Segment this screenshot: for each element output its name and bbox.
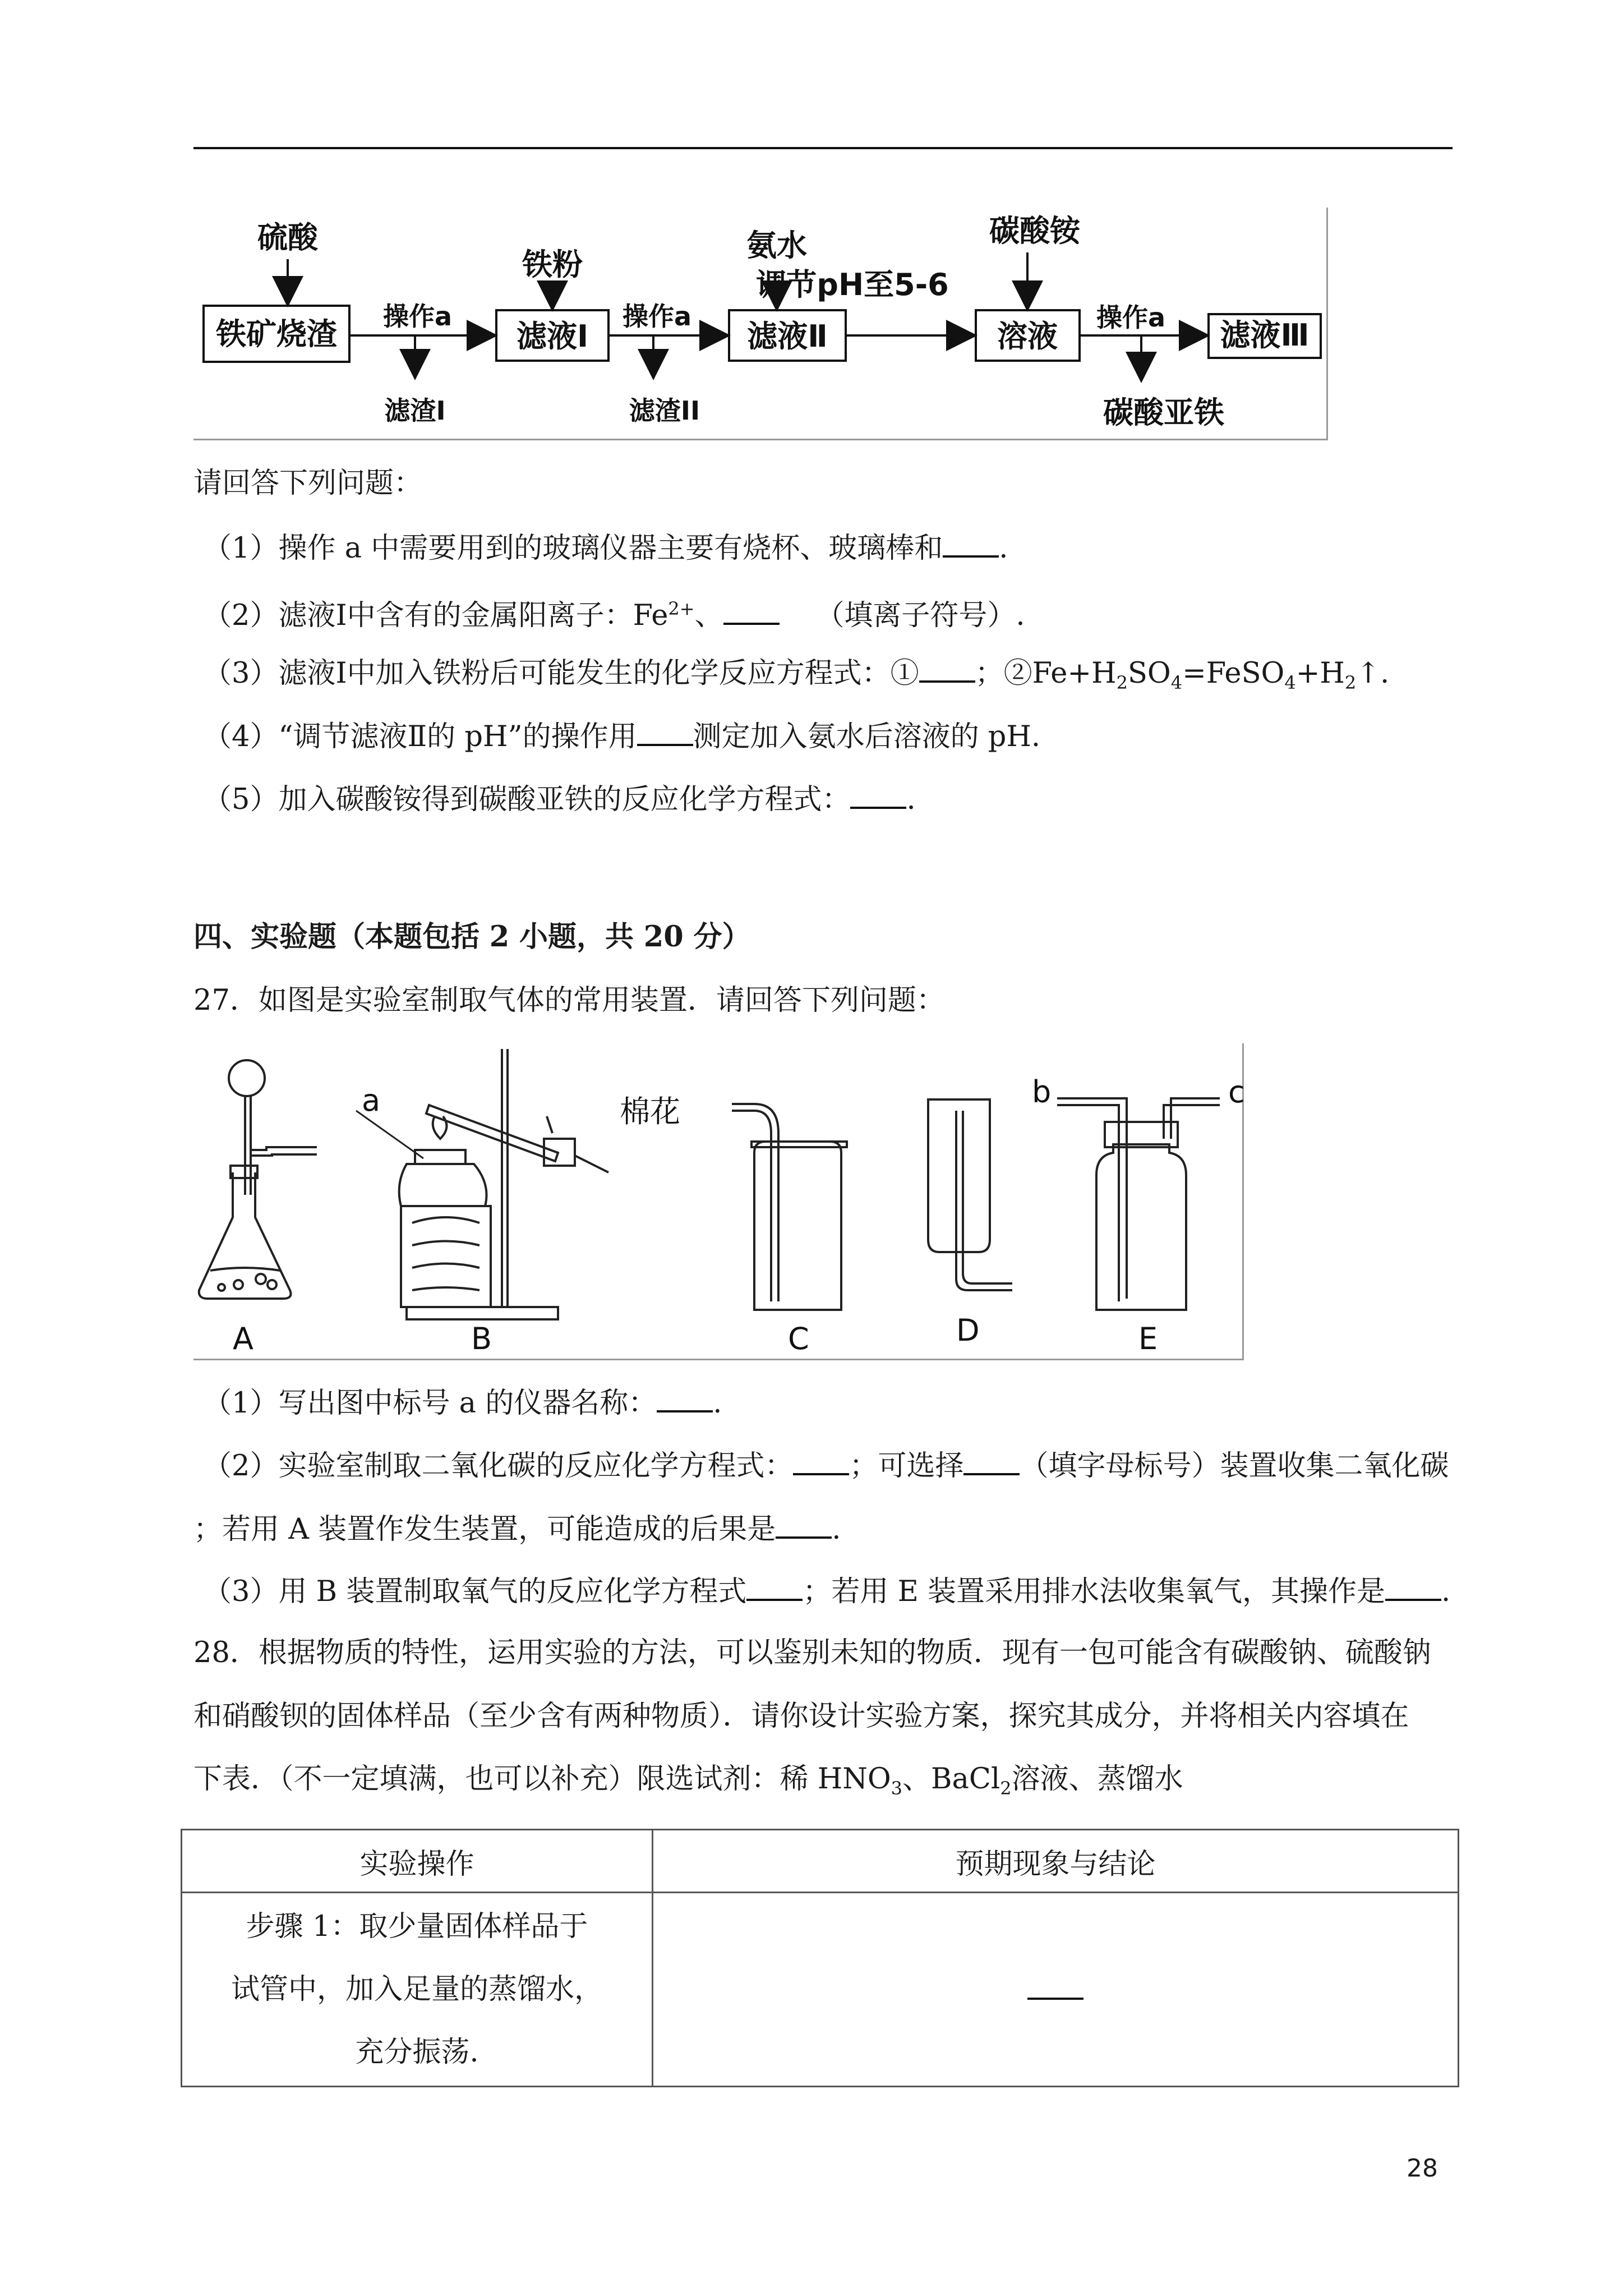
q27-intro: 27．如图是实验室制取气体的常用装置．请回答下列问题：	[193, 984, 945, 1017]
answer-blank[interactable]	[963, 1447, 1020, 1475]
apparatus-e	[1057, 1098, 1220, 1310]
residue-1: 滤渣I	[384, 395, 446, 426]
table-cell-step1-answer[interactable]	[653, 1893, 1459, 2087]
table-cell-step1: 步骤 1：取少量固体样品于 试管中，加入足量的蒸馏水， 充分振荡.	[182, 1893, 653, 2087]
caption-b: B	[471, 1321, 492, 1356]
product-ferrous-carbonate: 碳酸亚铁	[1103, 395, 1224, 430]
apparatus-b	[356, 1049, 608, 1319]
box-start: 铁矿烧渣	[216, 316, 337, 352]
box-solution: 溶液	[997, 319, 1058, 354]
label-a: a	[362, 1083, 381, 1118]
q27-sub2: （2）实验室制取二氧化碳的反应化学方程式： ；可选择 （填字母标号）装置收集二氧化碳	[203, 1447, 1449, 1483]
apparatus-c	[732, 1104, 847, 1310]
section-title: 四、实验题（本题包括 2 小题，共 20 分）	[193, 920, 751, 954]
lab-apparatus-figure	[193, 1043, 1244, 1360]
answer-blank[interactable]	[776, 1511, 832, 1539]
q28-line1: 28．根据物质的特性，运用实验的方法，可以鉴别未知的物质．现有一包可能含有碳酸钠、硫酸钠	[193, 1636, 1431, 1669]
answer-blank[interactable]	[1385, 1573, 1441, 1601]
answer-blank[interactable]	[850, 781, 906, 809]
q27-sub3: （3）用 B 装置制取氧气的反应化学方程式 ；若用 E 装置采用排水法收集氧气，其操作是 .	[203, 1573, 1450, 1609]
q26-sub4: （4）“调节滤液Ⅱ的 pH”的操作用 测定加入氨水后溶液的 pH.	[203, 718, 1040, 754]
answer-blank[interactable]	[637, 718, 693, 746]
caption-e: E	[1138, 1321, 1158, 1356]
caption-c: C	[788, 1321, 809, 1356]
header-rule	[193, 147, 1453, 149]
experiment-table	[181, 1829, 1459, 2087]
residue-2: 滤渣II	[629, 395, 700, 426]
apparatus-a	[199, 1060, 317, 1299]
port-c: c	[1228, 1074, 1245, 1110]
q26-sub3: （3）滤液Ⅰ中加入铁粉后可能发生的化学反应方程式：① ；$②Fe+H_2SO_4=FeSO_4+H_2↑$.	[203, 655, 1389, 700]
table-header-operation: 实验操作	[182, 1830, 653, 1893]
q27-sub1: （1）写出图中标号 a 的仪器名称： .	[203, 1384, 722, 1420]
q26-sub1: （1）操作 a 中需要用到的玻璃仪器主要有烧杯、玻璃棒和 .	[203, 530, 1008, 565]
reagent-nh3-1: 氨水	[746, 228, 807, 263]
process-flowchart	[193, 208, 1328, 440]
box-filtrate-1: 滤液Ⅰ	[516, 319, 589, 354]
caption-d: D	[956, 1313, 980, 1348]
reagent-ammonium-carbonate: 碳酸铵	[989, 213, 1080, 249]
op-label-3: 操作a	[1096, 302, 1166, 333]
page-number: 28	[1407, 2154, 1438, 2183]
q26-sub5: （5）加入碳酸铵得到碳酸亚铁的反应化学方程式： .	[203, 781, 916, 817]
caption-a: A	[233, 1321, 253, 1356]
table-header-result: 预期现象与结论	[653, 1830, 1459, 1893]
label-cotton: 棉花	[620, 1094, 680, 1129]
port-b: b	[1032, 1074, 1052, 1110]
box-filtrate-2: 滤液Ⅱ	[747, 319, 828, 354]
op-label-1: 操作a	[383, 301, 453, 332]
q28-line3: 下表．（不一定填满，也可以补充）限选试剂：稀 $HNO_3$、BaCl$_2$溶液、蒸馏水	[193, 1763, 1183, 1800]
reagent-nh3-2: 调节pH至5-6	[756, 267, 949, 302]
reagent-fe: 铁粉	[522, 247, 583, 282]
box-filtrate-3: 滤液Ⅲ	[1220, 318, 1310, 353]
answer-blank[interactable]	[723, 597, 780, 625]
answer-blank[interactable]	[1027, 1972, 1083, 2000]
answer-blank[interactable]	[793, 1447, 849, 1475]
q26-sub2: （2）滤液Ⅰ中含有的金属阳离子：$Fe^{2+}$、 （填离子符号）.	[203, 598, 1025, 632]
reagent-h2so4: 硫酸	[257, 220, 318, 255]
answer-blank[interactable]	[919, 655, 975, 683]
answer-blank[interactable]	[746, 1573, 803, 1601]
q27-sub2-cont: ；若用 A 装置作发生装置，可能造成的后果是 .	[193, 1511, 841, 1547]
q26-intro: 请回答下列问题：	[193, 467, 423, 500]
apparatus-d	[928, 1099, 1012, 1290]
q28-line2: 和硝酸钡的固体样品（至少含有两种物质）．请你设计实验方案，探究其成分，并将相关内容填在	[193, 1700, 1409, 1733]
answer-blank[interactable]	[657, 1384, 713, 1412]
answer-blank[interactable]	[943, 530, 999, 558]
op-label-2: 操作a	[623, 301, 692, 332]
